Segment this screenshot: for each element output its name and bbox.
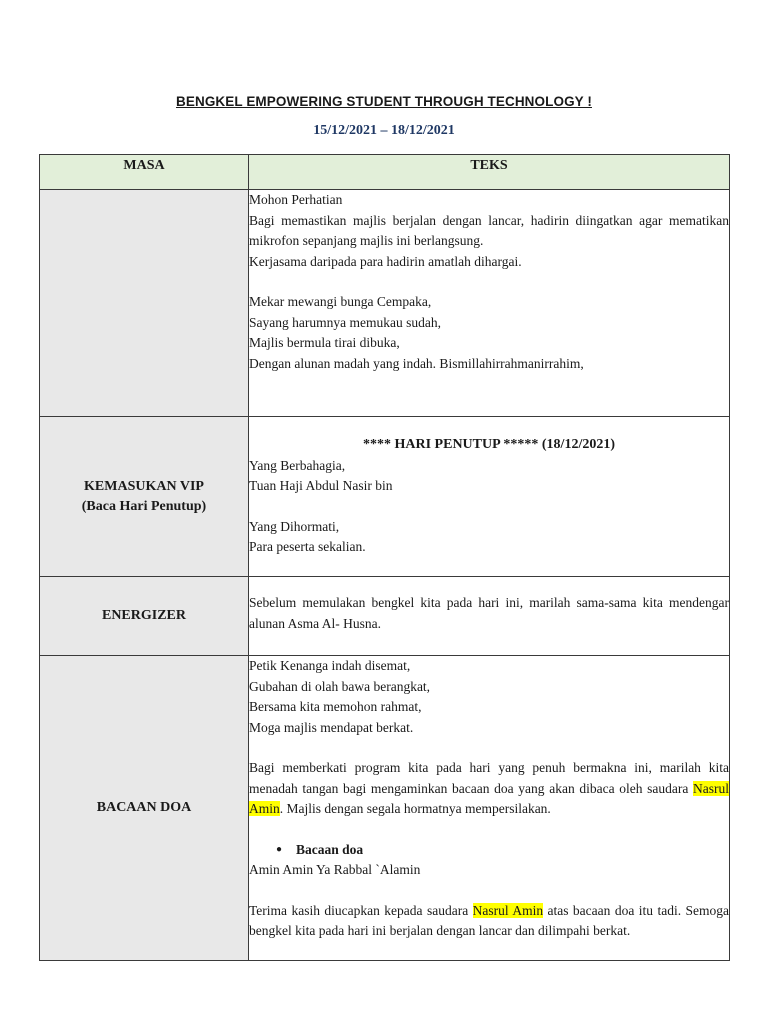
text-line: Mohon Perhatian <box>249 192 343 207</box>
schedule-table <box>39 154 730 961</box>
text-line: Tuan Haji Abdul Nasir bin <box>249 478 393 493</box>
event-dates: 15/12/2021 – 18/12/2021 <box>313 123 455 138</box>
text-paragraph: Bagi memastikan majlis berjalan dengan lancar, hadirin diingatkan agar mematikan mikrofon sepanjang majlis ini berlangsung. <box>249 212 729 248</box>
teks-cell-opening <box>249 190 730 417</box>
teks-cell-bacaan-doa <box>249 656 730 961</box>
bullet-item <box>249 840 729 861</box>
pantun-line: Bersama kita memohon rahmat, <box>249 699 422 714</box>
text-line: Para peserta sekalian. <box>249 539 366 554</box>
text-line: Kerjasama daripada para hadirin amatlah dihargai. <box>249 253 522 269</box>
highlighted-name: Nasrul Amin <box>249 780 729 816</box>
pantun-line: Moga majlis mendapat berkat. <box>249 719 414 735</box>
pantun-line: Majlis bermula tirai dibuka, <box>249 335 400 350</box>
masa-cell-bacaan-doa: BACAAN DOA <box>40 656 249 961</box>
text-line: Amin Amin Ya Rabbal `Alamin <box>249 862 421 877</box>
pantun-line: Dengan alunan madah yang indah. Bismillahirrahmanirrahim, <box>249 355 584 371</box>
text-fragment: Terima kasih diucapkan kepada saudara <box>249 902 473 918</box>
teks-cell-vip <box>249 417 730 577</box>
table-header-row <box>40 155 730 190</box>
bullet-label: Bacaan doa <box>296 841 364 857</box>
text-fragment: . Majlis dengan segala hormatnya mempersilakan. <box>279 801 551 816</box>
document-title: BENGKEL EMPOWERING STUDENT THROUGH TECHNOLOGY ! <box>176 94 592 109</box>
pantun-line: Sayang harumnya memukau sudah, <box>249 314 441 330</box>
masa-cell-vip <box>40 417 249 577</box>
table-row-bacaan-doa <box>40 656 730 961</box>
text-fragment: Bagi memberkati program kita pada hari yang penuh bermakna ini, marilah kita menadah tangan bagi mengaminkan bacaan doa yang akan dibaca oleh saudara <box>249 760 729 796</box>
highlighted-name: Nasrul Amin <box>472 902 544 918</box>
text-paragraph <box>249 901 729 942</box>
text-line: Yang Berbahagia, <box>249 457 346 473</box>
table-row-energizer <box>40 577 730 656</box>
masa-cell-energizer: ENERGIZER <box>40 577 249 656</box>
text-paragraph <box>249 758 729 820</box>
table-row-vip <box>40 417 730 577</box>
teks-cell-energizer <box>249 577 730 656</box>
pantun-line: Petik Kenanga indah disemat, <box>249 658 411 673</box>
table-row-opening <box>40 190 730 417</box>
text-paragraph: Sebelum memulakan bengkel kita pada hari ini, marilah sama-sama kita mendengar alunan Asma Al- Husna. <box>249 595 729 631</box>
pantun-line: Gubahan di olah bawa berangkat, <box>249 678 431 694</box>
text-fragment: atas bacaan doa itu tadi. Semoga bengkel kita pada hari ini berjalan dengan lancar dan dilimpahi berkat. <box>249 902 729 938</box>
teks-column-header: TEKS <box>249 155 730 190</box>
masa-sublabel: (Baca Hari Penutup) <box>81 498 207 514</box>
masa-column-header: MASA <box>40 155 249 190</box>
closing-day-heading: **** HARI PENUTUP ***** (18/12/2021) <box>363 437 615 452</box>
masa-label: KEMASUKAN VIP <box>84 478 204 494</box>
bullet-icon: ● <box>276 843 283 855</box>
text-line: Yang Dihormati, <box>249 518 340 534</box>
pantun-line: Mekar mewangi bunga Cempaka, <box>249 294 432 309</box>
masa-cell-empty <box>40 190 249 417</box>
